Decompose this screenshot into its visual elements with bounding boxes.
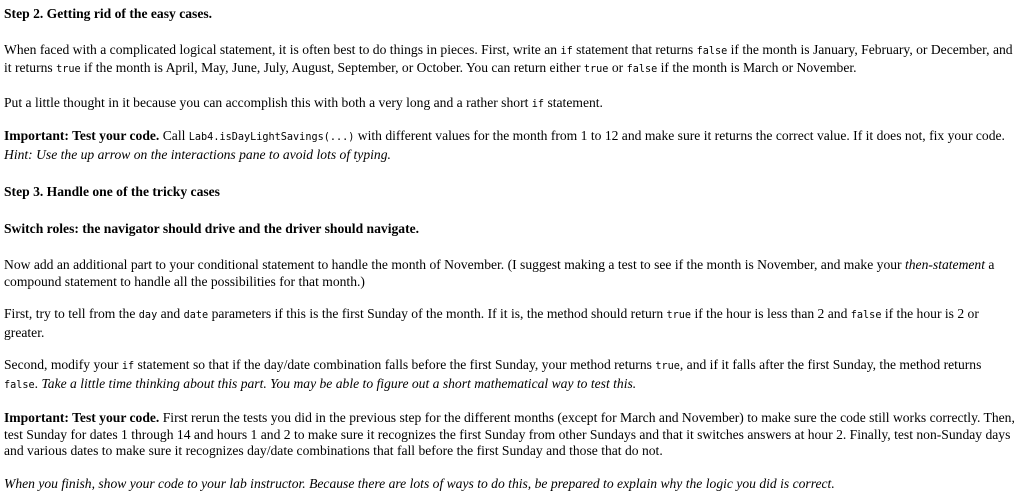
- text-run: if the month is January, February, or December, and it returns: [4, 41, 1013, 75]
- code-literal-false: false: [626, 64, 658, 75]
- code-literal-true: true: [56, 64, 81, 75]
- code-literal-false: false: [850, 310, 882, 321]
- text-run: or: [608, 60, 627, 75]
- text-run: statement so that if the day/date combination falls before the first Sunday, your method returns: [134, 357, 656, 372]
- text-run: if the month is April, May, June, July, August, September, or October. You can return either: [80, 60, 584, 75]
- text-run: with different values for the month from 1 to 12 and make sure it returns the correct value. If it does not, fix your code.: [354, 128, 1005, 143]
- code-param-day: day: [138, 310, 158, 321]
- text-run: Put a little thought in it because you can accomplish this with both a very long and a rather short: [4, 94, 532, 110]
- text-run: if the hour is 2 or greater.: [4, 306, 979, 340]
- text-run: and: [157, 306, 184, 321]
- text-run: When faced with a complicated logical statement, it is often best to do things in pieces. First, write an: [4, 41, 561, 57]
- step2-heading: Step 2. Getting rid of the easy cases.: [4, 6, 213, 21]
- first-sunday-paragraph: [4, 306, 1018, 341]
- november-paragraph: [4, 257, 1018, 290]
- important-label: Important: Test your code.: [4, 128, 160, 143]
- text-run: a compound statement to handle all the possibilities for that month.): [4, 257, 995, 289]
- finish-note: [4, 476, 1018, 493]
- switch-roles-text: Switch roles: the navigator should drive and the driver should navigate.: [4, 220, 420, 236]
- text-run: First rerun the tests you did in the previous step for the different months (except for March and November) to make sure the code still works correctly. Then, test Sunday for dates 1 through 14 and hours 1 and 2 to make sure it recognizes the first Sunday from other Sundays and that it switches answers at hour 2. Finally, test non-Sunday days and various dates to make sure it recognizes day/date combinations that fall before the first Sunday and those that do not.: [4, 410, 1015, 458]
- code-method-call: Lab4.isDayLightSavings(...): [188, 132, 355, 143]
- text-run: Now add an additional part to your conditional statement to handle the month of November. (I suggest making a test to see if the month is November, and make your: [4, 257, 905, 272]
- code-keyword-if: if: [121, 361, 135, 372]
- text-run: statement.: [544, 94, 603, 110]
- code-param-date: date: [183, 310, 209, 321]
- text-run: .: [34, 375, 42, 391]
- code-keyword-if: if: [560, 45, 573, 57]
- finish-note-text: When you finish, show your code to your lab instructor. Because there are lots of ways to do this, be prepared to explain why the logic you did is correct.: [4, 475, 835, 491]
- text-run: if the hour is less than 2 and: [691, 306, 851, 321]
- then-statement-term: then-statement: [904, 257, 985, 272]
- step2-instructions-paragraph: [4, 42, 1018, 79]
- step3-heading: Step 3. Handle one of the tricky cases: [4, 184, 220, 199]
- code-literal-false: false: [4, 379, 35, 391]
- text-run: if the month is March or November.: [657, 60, 857, 75]
- text-run: Call: [159, 128, 189, 143]
- thinking-tip-text: Take a little time thinking about this part. You may be able to figure out a short mathematical way to test this.: [41, 375, 637, 391]
- text-run: First, try to tell from the: [4, 306, 139, 321]
- code-literal-true: true: [655, 361, 680, 372]
- text-run: , and if it falls after the first Sunday, the method returns: [679, 357, 982, 372]
- text-run: Second, modify your: [4, 357, 122, 372]
- step3-test-paragraph: [4, 410, 1018, 460]
- text-run: statement that returns: [572, 41, 697, 57]
- step2-test-paragraph: [4, 128, 1018, 163]
- step2-thought-paragraph: [4, 95, 1018, 114]
- code-literal-true: true: [666, 310, 692, 321]
- code-literal-true: true: [583, 64, 609, 75]
- text-run: parameters if this is the first Sunday of the month. If it is, the method should return: [208, 306, 667, 321]
- hint-text: Hint: Use the up arrow on the interactions pane to avoid lots of typing.: [4, 146, 391, 162]
- code-literal-false: false: [696, 45, 728, 57]
- important-label: Important: Test your code.: [4, 410, 160, 425]
- code-keyword-if: if: [531, 98, 545, 110]
- switch-roles-note: [4, 221, 1018, 238]
- modify-if-paragraph: [4, 357, 1018, 394]
